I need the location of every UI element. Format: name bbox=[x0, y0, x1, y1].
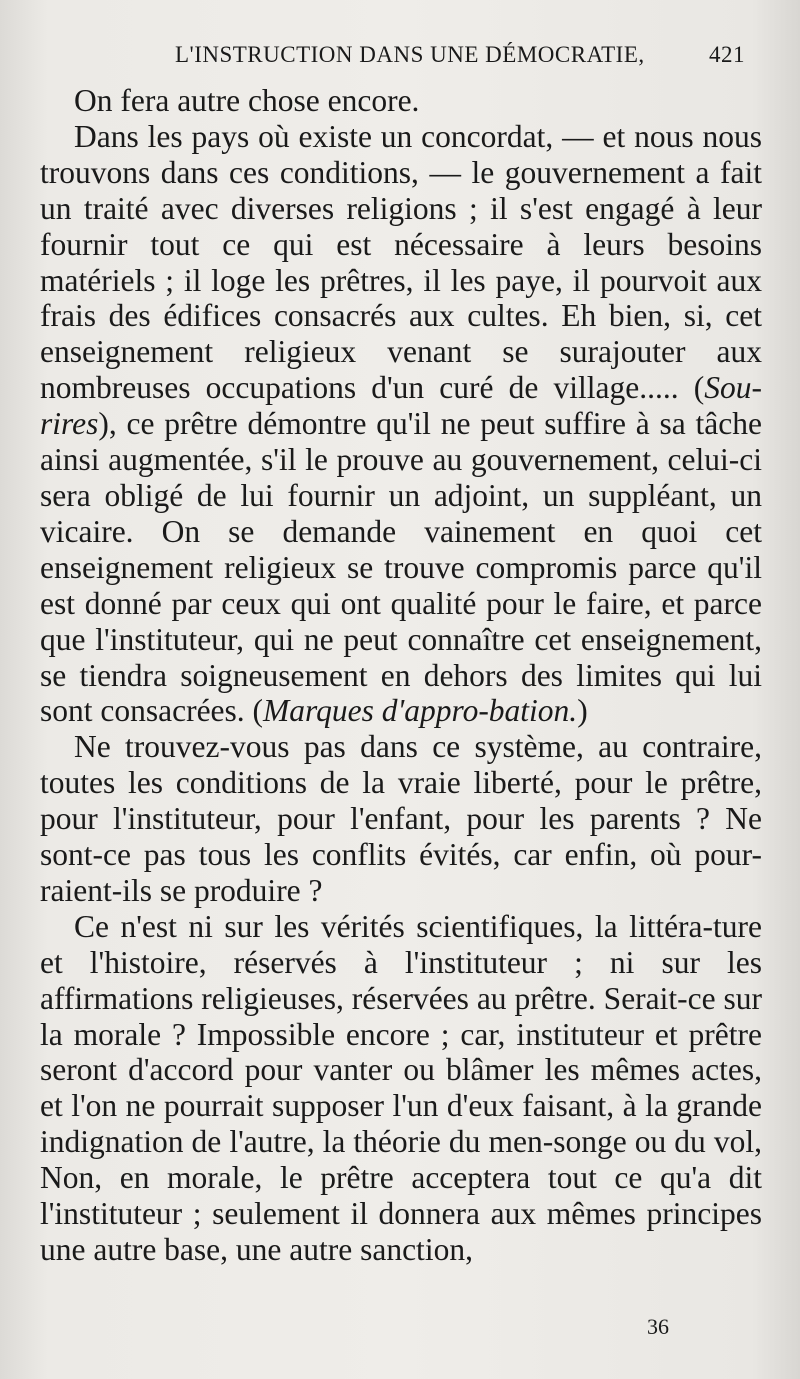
text-run: ) bbox=[577, 693, 588, 729]
paragraph bbox=[40, 909, 762, 1268]
paragraph bbox=[40, 83, 762, 119]
running-title: L'INSTRUCTION DANS UNE DÉMOCRATIE, bbox=[175, 42, 645, 67]
italic-text: Sou-rires bbox=[40, 370, 762, 442]
text-run: On fera autre chose encore. bbox=[74, 83, 420, 118]
page-header bbox=[175, 42, 745, 76]
italic-text: Marques d'appro-bation. bbox=[263, 693, 578, 729]
text-run: Dans les pays où existe un concordat, — et nous nous trouvons dans ces conditions, — le gouvernement a fait un traité avec diverses religions ; il s'est engagé à leur fournir tout ce qui est nécessaire à leurs besoins matériels ; il loge les prêtres, il les paye, il pourvoit aux frais des édifices consacrés aux cultes. Eh bien, si, cet enseignement religieux venant se surajouter aux nombreuses occupations d'un curé de village..... ( bbox=[40, 118, 762, 406]
text-run: Ce n'est ni sur les vérités scientifiques, la littéra-ture et l'histoire, réservés à l'instituteur ; ni sur les affirmations religieuses, réservées au prêtre. Serait-ce sur la morale ? Impossible encore ; car, instituteur et prêtre seront d'accord pour vanter ou blâmer les mêmes actes, et l'on ne pourrait supposer l'un d'eux faisant, à la grande indignation de l'autre, la théorie du men-songe ou du vol, Non, en morale, le prêtre acceptera tout ce qu'a dit l'instituteur ; seulement il donnera aux mêmes principes une autre base, une autre sanction, bbox=[40, 908, 762, 1267]
paragraph bbox=[40, 729, 762, 909]
page-number: 421 bbox=[709, 42, 745, 67]
text-run: Ne trouvez-vous pas dans ce système, au contraire, toutes les conditions de la vraie liberté, pour le prêtre, pour l'instituteur, pour l'enfant, pour les parents ? Ne sont-ce pas tous les conflits évités, car enfin, où pour-raient-ils se produire ? bbox=[40, 729, 762, 908]
paragraph bbox=[40, 119, 762, 729]
signature-mark: 36 bbox=[647, 1314, 669, 1339]
text-run: ), ce prêtre démontre qu'il ne peut suffire à sa tâche ainsi augmentée, s'il le prouve au gouvernement, celui-ci sera obligé de lui fournir un adjoint, un suppléant, un vicaire. On se demande vainement en quoi cet enseignement religieux se trouve compromis parce qu'il est donné par ceux qui ont qualité pour le faire, et parce que l'instituteur, qui ne peut connaître cet enseignement, se tiendra soigneusement en dehors des limites qui lui sont consacrées. ( bbox=[40, 406, 762, 729]
body-text bbox=[40, 83, 762, 1268]
